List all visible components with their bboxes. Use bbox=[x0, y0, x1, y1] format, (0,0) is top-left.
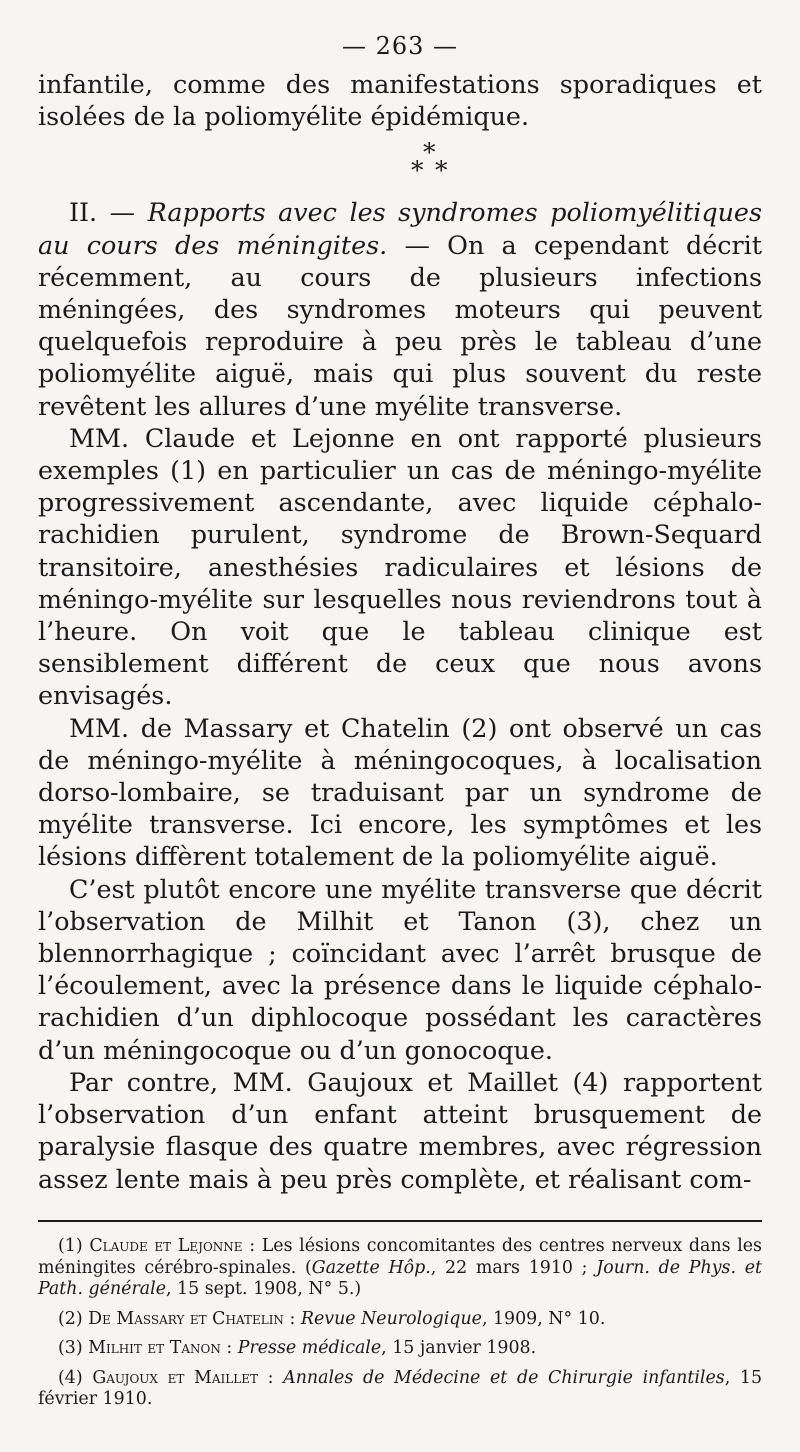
section-text: — On a cependant décrit récemment, au cours de plusieurs infections méningées, des syndromes moteurs qui peuvent quelquefois reproduire à peu près le tableau d’une poliomyélite aiguë, mais qui plus souvent du reste revêtent les allures d’une myélite transverse. bbox=[38, 229, 762, 421]
footnote-text: : Les lésions concomitantes des centres nerveux dans les méningites cérébro-spinales. ( bbox=[38, 1236, 762, 1278]
footnote-text: : bbox=[220, 1338, 238, 1358]
footnote-text: , 1909, N° 10. bbox=[481, 1308, 606, 1329]
section-paragraph bbox=[38, 196, 762, 421]
paragraph-massary-chatelin: MM. de Massary et Chatelin (2) ont observé un cas de méningo-myélite à méningocoques, à localisation dorso-lombaire, se traduisant par un syndrome de myélite transverse. Ici encore, les symptômes et les lésions diffèrent totalement de la poliomyélite aiguë. bbox=[38, 712, 762, 872]
footnotes bbox=[38, 1236, 762, 1419]
footnote-text: , 22 mars 1910 ; bbox=[430, 1257, 597, 1278]
body-text bbox=[38, 68, 762, 1195]
footnote-text: : bbox=[283, 1308, 301, 1329]
asterism-star-right: * bbox=[435, 156, 448, 186]
asterism-star-top: * bbox=[423, 138, 436, 168]
page-number: — 263 — bbox=[341, 32, 459, 60]
footnote-text: , 15 février 1910. bbox=[38, 1367, 763, 1409]
asterism-star-left: * bbox=[411, 156, 424, 186]
footnote-authors: De Massary et Chatelin bbox=[88, 1308, 284, 1329]
footnote-number: (1) bbox=[58, 1236, 90, 1256]
footnote-authors: Milhit et Tanon bbox=[88, 1338, 221, 1358]
paragraph-1: infantile, comme des manifestations sporadiques et isolées de la poliomyélite épidémique. bbox=[38, 69, 762, 132]
footnote-number: (2) bbox=[58, 1308, 89, 1329]
footnote-authors: Gaujoux et Maillet bbox=[92, 1367, 258, 1388]
asterism bbox=[68, 132, 762, 196]
footnote-journal: Annales de Médecine et de Chirurgie infantiles bbox=[283, 1367, 725, 1388]
footnote-2 bbox=[38, 1309, 762, 1331]
section-label: II. — bbox=[69, 197, 148, 228]
footnote-journal: Revue Neurologique bbox=[300, 1308, 482, 1329]
paragraph-gaujoux-maillet: Par contre, MM. Gaujoux et Maillet (4) rapportent l’observation d’un enfant atteint brusquement de paralysie flasque des quatre membres, avec régression assez lente mais à peu près complète, et réalisant com- bbox=[38, 1066, 762, 1194]
footnote-number: (4) bbox=[58, 1367, 93, 1388]
footnote-authors: Claude et Lejonne bbox=[89, 1236, 243, 1256]
section-title: Rapports avec les syndromes poliomyélitiques au cours des méningites. bbox=[38, 197, 762, 260]
footnote-text: , 15 sept. 1908, N° 5.) bbox=[165, 1279, 362, 1299]
footnote-rule bbox=[38, 1220, 762, 1222]
footnote-3 bbox=[38, 1338, 762, 1360]
footnote-journal: Gazette Hôp. bbox=[311, 1257, 431, 1278]
footnote-journal: Presse médicale bbox=[237, 1338, 382, 1358]
paragraph-claude-lejonne: MM. Claude et Lejonne en ont rapporté plusieurs exemples (1) en particulier un cas de méningo-myélite progressivement ascendante, avec liquide céphalo-rachidien purulent, syndrome de Brown-Sequard transitoire, anesthésies radiculaires et lésions de méningo-myélite sur lesquelles nous reviendrons tout à l’heure. On voit que le tableau clinique est sensiblement différent de ceux que nous avons envisagés. bbox=[38, 422, 762, 711]
footnote-text: , 15 janvier 1908. bbox=[381, 1338, 537, 1358]
footnote-1 bbox=[38, 1236, 762, 1301]
paragraph-milhit-tanon: C’est plutôt encore une myélite transverse que décrit l’observation de Milhit et Tanon (3), chez un blennorrhagique ; coïncidant avec l’arrêt brusque de l’écoulement, avec la présence dans le liquide céphalo-rachidien d’un diphlocoque possédant les caractères d’un méningocoque ou d’un gonocoque. bbox=[38, 873, 762, 1065]
page bbox=[38, 30, 762, 1195]
footnote-4 bbox=[38, 1368, 762, 1411]
footnote-journal: Journ. de Phys. et Path. générale bbox=[38, 1257, 762, 1299]
footnote-text: : bbox=[257, 1367, 284, 1388]
footnote-number: (3) bbox=[58, 1338, 89, 1358]
